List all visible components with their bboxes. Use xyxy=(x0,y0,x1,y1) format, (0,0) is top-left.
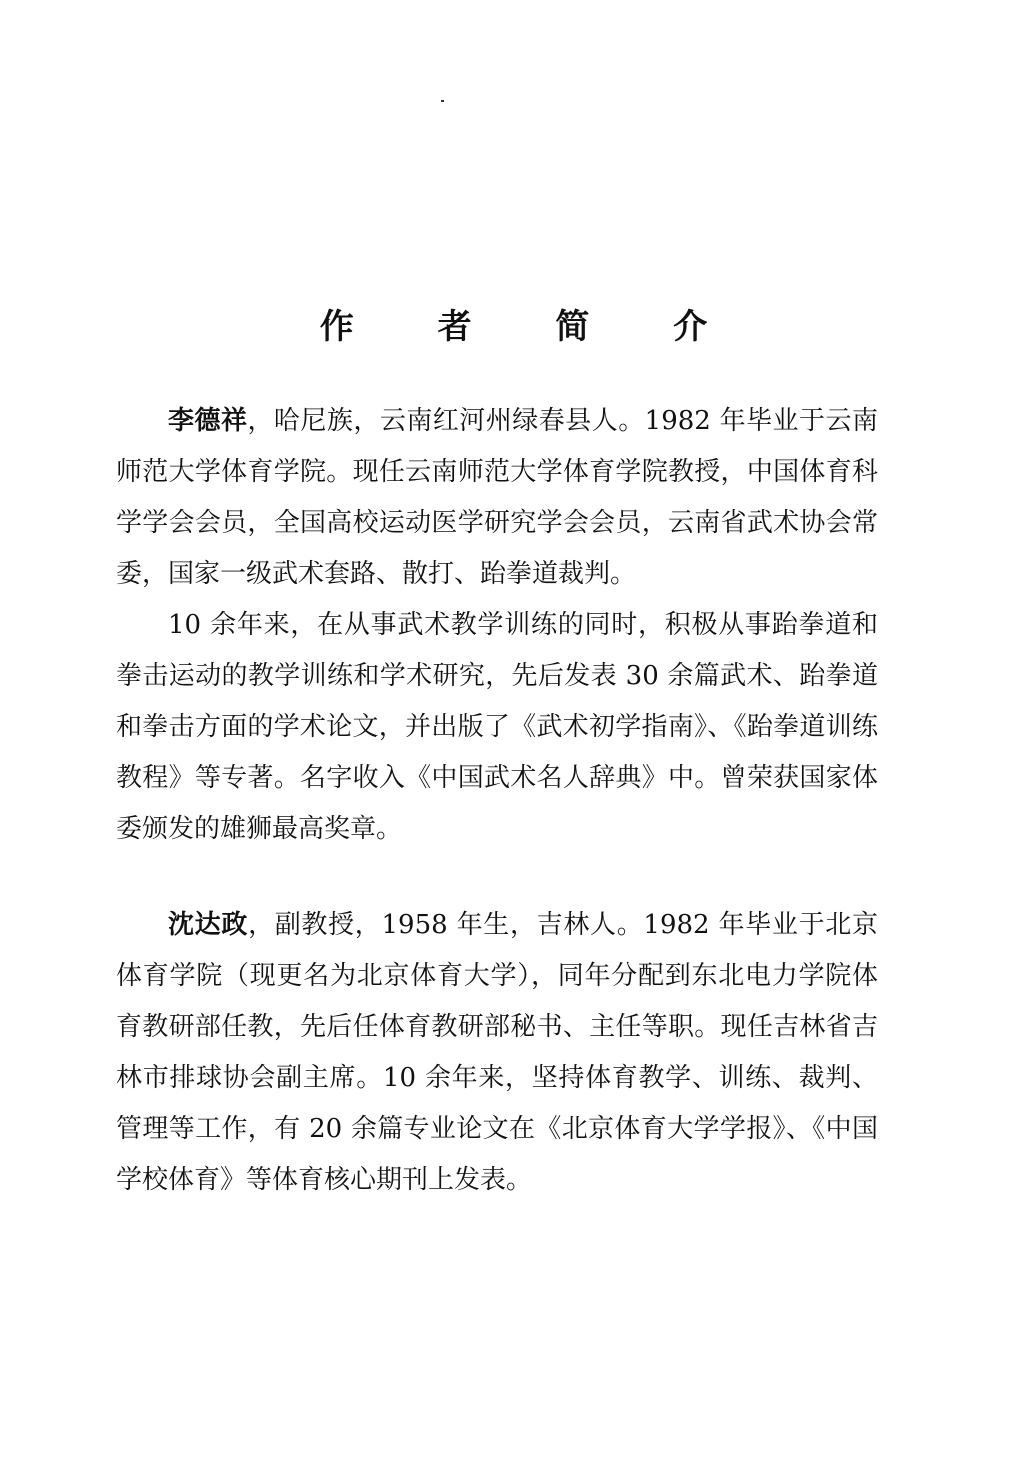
author-bio-2 xyxy=(116,900,878,1206)
author-bio-2-text-1: ，副教授，1958 年生，吉林人。1982 年毕业于北京体育学院（现更名为北京体育大学），同年分配到东北电力学院体育教研部任教，先后任体育教研部秘书、主任等职。现任吉林省吉林市排球协会副主席。10 余年来，坚持体育教学、训练、裁判、管理等工作，有 20 余篇专业论文在《北京体育大学学报》、《中国学校体育》等体育核心期刊上发表。 xyxy=(116,910,878,1195)
author-bio-2-paragraph-1 xyxy=(116,900,878,1206)
author-bio-1-text-1: ，哈尼族，云南红河州绿春县人。1982 年毕业于云南师范大学体育学院。现任云南师范大学体育学院教授，中国体育科学学会会员，全国高校运动医学研究学会会员，云南省武术协会常委，国家一级武术套路、散打、跆拳道裁判。 xyxy=(116,406,878,589)
author-bio-1 xyxy=(116,396,878,855)
page-title: 作 者 简 介 xyxy=(319,306,744,347)
author-name-2: 沈达政 xyxy=(168,910,249,940)
scan-dot-mark xyxy=(441,100,444,102)
author-bio-1-paragraph-2: 10 余年来，在从事武术教学训练的同时，积极从事跆拳道和拳击运动的教学训练和学术研究，先后发表 30 余篇武术、跆拳道和拳击方面的学术论文，并出版了《武术初学指南》、《跆拳道训练教程》等专著。名字收入《中国武术名人辞典》中。曾荣获国家体委颁发的雄狮最高奖章。 xyxy=(116,610,878,844)
author-bio-1-paragraph-1 xyxy=(116,396,878,600)
author-name-1: 李德祥 xyxy=(168,406,248,436)
